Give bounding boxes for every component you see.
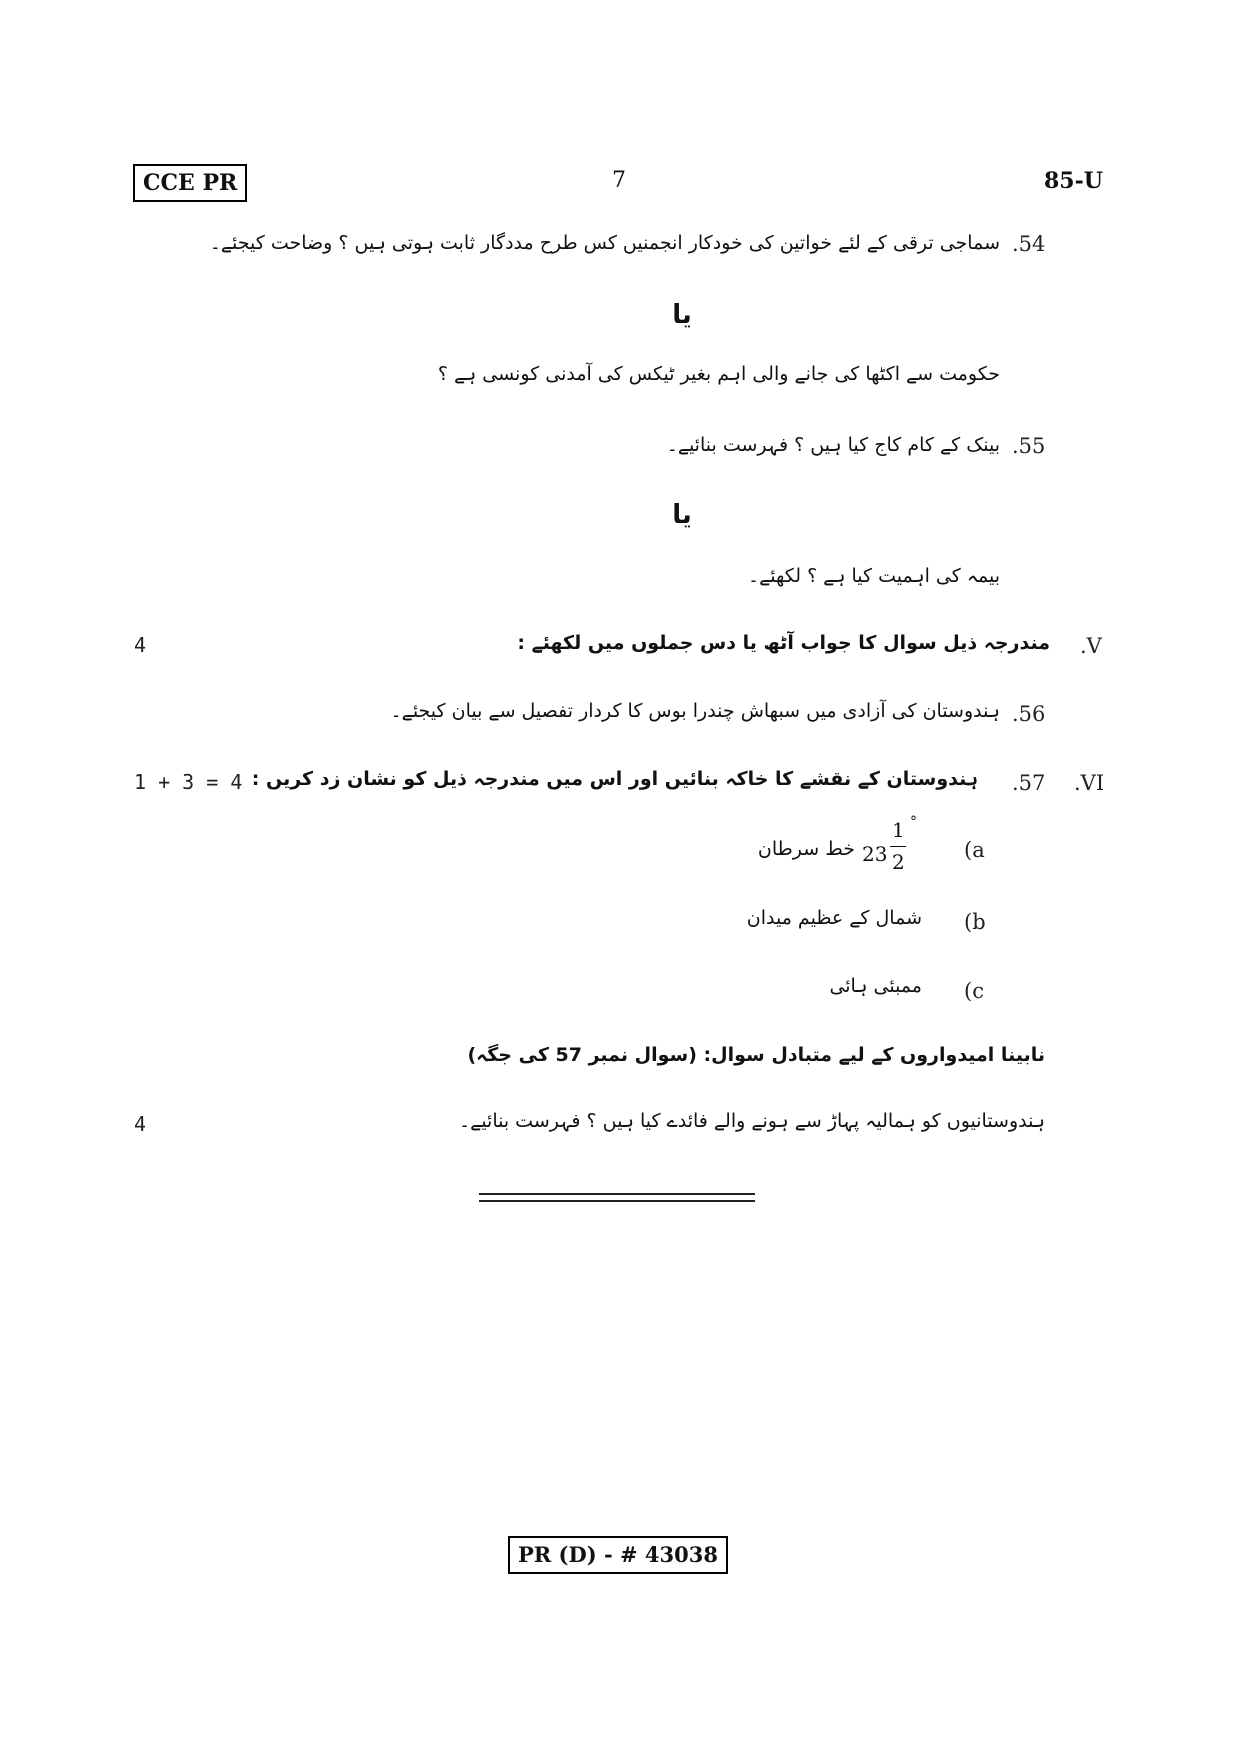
exam-code-box: CCE PR xyxy=(133,164,247,202)
end-rule-top xyxy=(479,1193,755,1195)
question-55-alternative-text: بیمہ کی اہمیت کیا ہے ؟ لکھئے۔ xyxy=(747,565,1000,587)
option-b-label: (b xyxy=(964,910,986,934)
question-55-text: بینک کے کام کاج کیا ہیں ؟ فہرست بنائیے۔ xyxy=(666,434,1000,456)
or-divider-55: یا xyxy=(672,500,692,530)
section-v-roman: .V xyxy=(1080,634,1102,658)
question-54-alternative-text: حکومت سے اکٹھا کی جانے والی اہم بغیر ٹیکس کی آمدنی کونسی ہے ؟ xyxy=(437,363,1000,385)
page-number: 7 xyxy=(612,168,626,193)
fraction-bar xyxy=(890,846,906,847)
question-number-57: .57 xyxy=(1012,771,1046,795)
question-54-alternative xyxy=(280,363,1000,385)
option-a-prefix: 23 xyxy=(862,842,888,866)
question-56-text: ہندوستان کی آزادی میں سبھاش چندرا بوس کا کردار تفصیل سے بیان کیجئے۔ xyxy=(390,700,1000,722)
section-vi-marks: 1 + 3 = 4 xyxy=(134,770,243,794)
end-rule-bottom xyxy=(479,1200,755,1202)
or-divider-54: یا xyxy=(672,300,692,330)
question-number-54: .54 xyxy=(1012,232,1046,256)
question-54-text: سماجی ترقی کے لئے خواتین کی خودکار انجمنیں کس طرح مددگار ثابت ہوتی ہیں ؟ وضاحت کیجئے۔ xyxy=(209,232,1000,254)
option-c-label: (c xyxy=(964,979,984,1003)
section-v-marks: 4 xyxy=(134,633,147,657)
option-a-degree-value xyxy=(862,814,922,878)
option-a-label: (a xyxy=(964,838,985,862)
option-a-text: خط سرطان xyxy=(757,838,855,860)
alternative-question-heading: نابینا امیدواروں کے لیے متبادل سوال: (سوال نمبر 57 کی جگہ) xyxy=(467,1044,1045,1066)
question-number-55: .55 xyxy=(1012,434,1046,458)
option-b-text: شمال کے عظیم میدان xyxy=(746,907,922,929)
option-a-numerator: 1 xyxy=(892,818,905,842)
paper-code: 85-U xyxy=(1044,168,1103,194)
footer-code-box: PR (D) - # 43038 xyxy=(508,1536,728,1574)
alternative-question-text: ہندوستانیوں کو ہمالیہ پہاڑ سے ہونے والے فائدے کیا ہیں ؟ فہرست بنائیے۔ xyxy=(459,1110,1045,1132)
question-57-instruction: ہندوستان کے نقشے کا خاکہ بنائیں اور اس میں مندرجہ ذیل کو نشان زد کریں : xyxy=(251,768,978,790)
section-vi-roman: .VI xyxy=(1074,771,1105,795)
option-a-denominator: 2 xyxy=(892,850,905,874)
option-c-text: ممبئی ہائی xyxy=(829,975,922,997)
section-v-instruction: مندرجہ ذیل سوال کا جواب آٹھ یا دس جملوں میں لکھئے : xyxy=(517,632,1050,654)
question-55-alternative xyxy=(280,565,1000,587)
option-a-degree: ° xyxy=(910,814,917,830)
question-number-56: .56 xyxy=(1012,702,1046,726)
alternative-marks: 4 xyxy=(134,1112,147,1136)
